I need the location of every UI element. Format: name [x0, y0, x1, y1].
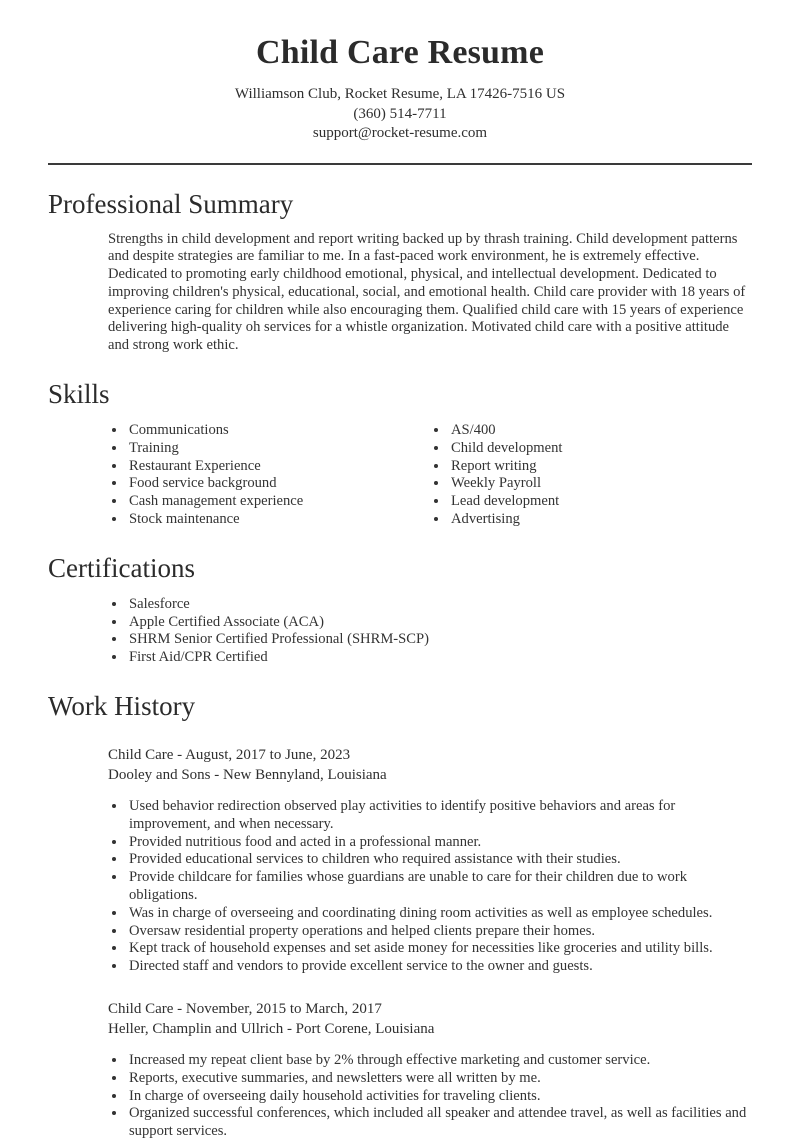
skills-heading: Skills [48, 379, 110, 410]
professional-summary-heading: Professional Summary [48, 188, 294, 219]
contact-block [48, 85, 752, 144]
section-certifications [48, 553, 752, 667]
job-bullet: • Increased my repeat client base by 2% through effective marketing and customer service. [127, 1052, 752, 1070]
skills-list-right [430, 422, 752, 529]
section-work-history [48, 691, 752, 1141]
job-bullet: • Provided educational services to children who required assistance with their studies. [127, 851, 752, 869]
certification-item: • First Aid/CPR Certified [127, 649, 752, 667]
skill-item: • Training [127, 440, 430, 458]
header-divider [48, 163, 752, 165]
skill-item: • AS/400 [449, 422, 752, 440]
job-entry [48, 1000, 752, 1141]
job-bullet: • Provide childcare for families whose guardians are unable to care for their children due to work obligations. [127, 869, 752, 905]
job-bullet: • Reports, executive summaries, and newsletters were all written by me. [127, 1070, 752, 1088]
job-entry [48, 746, 752, 976]
certification-item: • Salesforce [127, 596, 752, 614]
skill-item: • Cash management experience [127, 493, 430, 511]
skill-item: • Lead development [449, 493, 752, 511]
skill-item: • Child development [449, 440, 752, 458]
job-header [108, 746, 752, 785]
skill-item: • Stock maintenance [127, 511, 430, 529]
professional-summary-text: Strengths in child development and report writing backed up by thrash training. Child development patterns and despite strategies are familiar to me. In a fast-paced work environment, he is extremely effective. Dedicated to promoting early childhood emotional, physical, and intellectual development. Dedicated to improving children's physical, educational, social, and emotional health. Child care provider with 18 years of experience caring for children while also encouraging them. Qualified child care with 15 years of experience delivering high-quality oh services for a whistle organization. Motivated child care with a positive attitude and strong work ethic. [108, 230, 746, 354]
job-bullet: • Organized successful conferences, which included all speaker and attendee travel, as well as facilities and support services. [127, 1105, 752, 1141]
job-bullet: • Used behavior redirection observed play activities to identify positive behaviors and areas for improvement, and when necessary. [127, 798, 752, 834]
job-bullet-list [108, 1052, 752, 1141]
certification-item: • SHRM Senior Certified Professional (SHRM-SCP) [127, 631, 752, 649]
section-skills [48, 379, 752, 529]
job-employer-location: Heller, Champlin and Ullrich - Port Corene, Louisiana [108, 1020, 435, 1037]
work-history-heading: Work History [48, 691, 196, 722]
job-bullet: • In charge of overseeing daily household activities for traveling clients. [127, 1088, 752, 1106]
job-bullet: • Provided nutritious food and acted in a professional manner. [127, 834, 752, 852]
job-bullet: • Directed staff and vendors to provide excellent service to the owner and guests. [127, 958, 752, 976]
skill-item: • Weekly Payroll [449, 475, 752, 493]
job-bullet: • Was in charge of overseeing and coordinating dining room activities as well as employee schedules. [127, 905, 752, 923]
skill-item: • Communications [127, 422, 430, 440]
job-employer-location: Dooley and Sons - New Bennyland, Louisiana [108, 766, 387, 783]
skill-item: • Report writing [449, 458, 752, 476]
certifications-heading: Certifications [48, 552, 195, 583]
certification-item: • Apple Certified Associate (ACA) [127, 614, 752, 632]
job-title-dates: Child Care - November, 2015 to March, 2017 [108, 1001, 382, 1018]
contact-phone: (360) 514-7711 [353, 105, 447, 122]
skills-columns [108, 422, 752, 529]
job-bullet-list [108, 798, 752, 976]
skills-list-left [108, 422, 430, 529]
contact-address: Williamson Club, Rocket Resume, LA 17426-7516 US [234, 86, 566, 102]
skill-item: • Food service background [127, 475, 430, 493]
job-title-dates: Child Care - August, 2017 to June, 2023 [108, 747, 351, 764]
contact-email: support@rocket-resume.com [312, 125, 488, 141]
certifications-list [108, 596, 752, 667]
section-professional-summary [48, 189, 752, 356]
skill-item: • Restaurant Experience [127, 458, 430, 476]
job-header [108, 1000, 752, 1039]
resume-title: Child Care Resume [256, 34, 544, 71]
job-bullet: • Kept track of household expenses and set aside money for necessities like groceries and utility bills. [127, 940, 752, 958]
job-bullet: • Oversaw residential property operations and helped clients prepare their homes. [127, 923, 752, 941]
skill-item: • Advertising [449, 511, 752, 529]
